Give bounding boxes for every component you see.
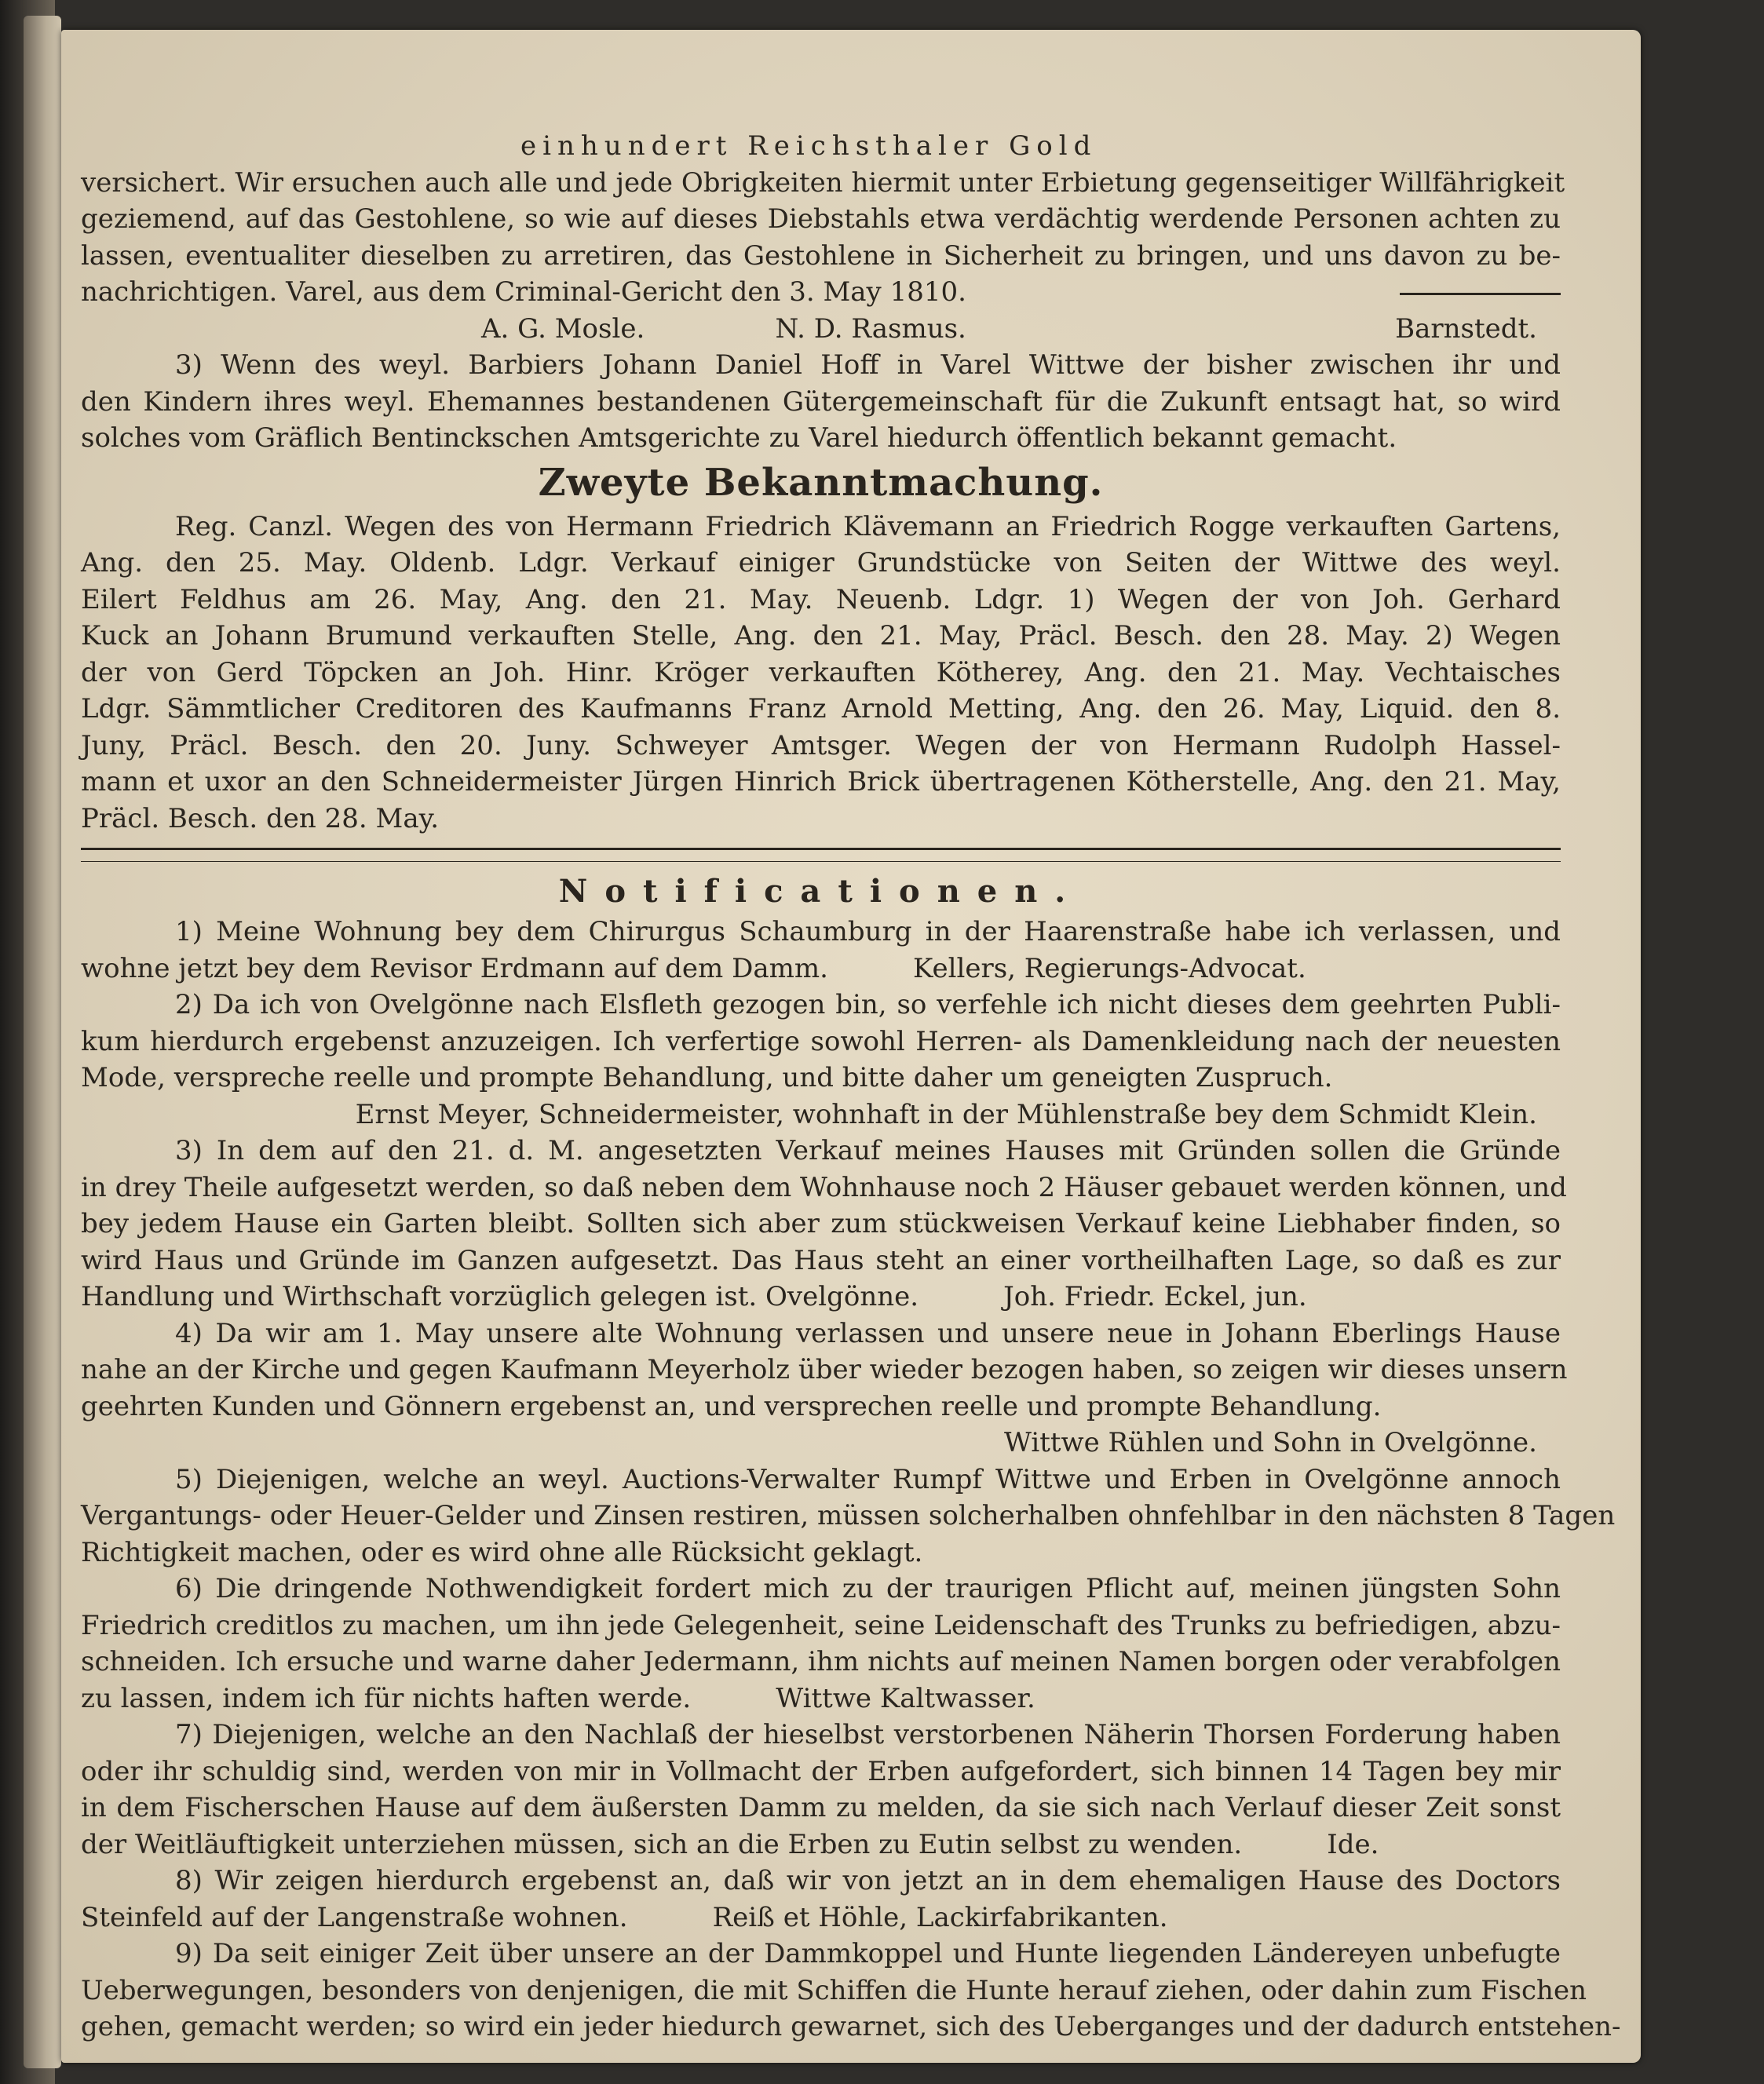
text-line: versichert. Wir ersuchen auch alle und jede Obrigkeiten hiermit unter Erbietung gegenseitiger Willfährigkeit xyxy=(81,166,1565,199)
notification-line: zu lassen, indem ich für nichts haften werde. Wittwe Kaltwasser. xyxy=(81,1682,1035,1714)
section-heading-second: Zweyte Bekanntmachung. xyxy=(538,460,1104,505)
text-line: Eilert Feldhus am 26. May, Ang. den 21. May. Neuenb. Ldgr. 1) Wegen der von Joh. Gerhard xyxy=(81,583,1561,615)
notification-line: Wittwe Rühlen und Sohn in Ovelgönne. xyxy=(1003,1427,1537,1458)
notification-line: kum hierdurch ergebenst anzuzeigen. Ich verfertige sowohl Herren- als Damenkleidung nach der neuesten xyxy=(81,1025,1561,1057)
notification-line: 7) Diejenigen, welche an den Nachlaß der hieselbst verstorbenen Näherin Thorsen Forderung haben xyxy=(175,1719,1561,1750)
notification-line: 3) In dem auf den 21. d. M. angesetzten Verkauf meines Hauses mit Gründen sollen die Gründe xyxy=(175,1135,1561,1166)
notification-line: der Weitläuftigkeit unterziehen müssen, sich an die Erben zu Eutin selbst zu wenden. Ide. xyxy=(81,1828,1379,1860)
notification-line: schneiden. Ich ersuche und warne daher Jedermann, ihm nichts auf meinen Namen borgen oder verabfolgen xyxy=(81,1646,1561,1677)
notification-line: 8) Wir zeigen hierdurch ergebenst an, daß wir von jetzt an in dem ehemaligen Hause des Doctors xyxy=(175,1865,1561,1896)
text-line: den Kindern ihres weyl. Ehemannes bestandenen Gütergemeinschaft für die Zukunft entsagt hat, so wird xyxy=(81,385,1561,418)
text-line: der von Gerd Töpcken an Joh. Hinr. Kröger verkauften Kötherey, Ang. den 21. May. Vechtaisches xyxy=(81,656,1561,688)
header-line: einhundert Reichsthaler Gold xyxy=(520,130,1097,162)
notification-line: gehen, gemacht werden; so wird ein jeder hiedurch gewarnet, sich des Ueberganges und der dadurch entstehen- xyxy=(81,2011,1621,2042)
notification-line: in drey Theile aufgesetzt werden, so daß neben dem Wohnhause noch 2 Häuser gebauet werden können, und xyxy=(81,1171,1567,1203)
notification-line: nahe an der Kirche und gegen Kaufmann Meyerholz über wieder bezogen haben, so zeigen wir dieses unsern xyxy=(81,1354,1568,1385)
text-line: geziemend, auf das Gestohlene, so wie auf dieses Diebstahls etwa verdächtig werdende Personen achten zu xyxy=(81,203,1561,235)
notification-line: 6) Die dringende Nothwendigkeit fordert mich zu der traurigen Pflicht auf, meinen jüngsten Sohn xyxy=(175,1573,1561,1604)
notification-line: 1) Meine Wohnung bey dem Chirurgus Schaumburg in der Haarenstraße habe ich verlassen, und xyxy=(175,916,1561,947)
text-line: Reg. Canzl. Wegen des von Hermann Friedrich Klävemann an Friedrich Rogge verkauften Gartens, xyxy=(175,510,1561,542)
notification-line: Vergantungs- oder Heuer-Gelder und Zinsen restiren, müssen solcherhalben ohnfehlbar in den nächsten 8 Tagen xyxy=(81,1500,1616,1531)
notification-line: Ueberwegungen, besonders von denjenigen, die mit Schiffen die Hunte herauf ziehen, oder dahin zum Fischen xyxy=(81,1974,1587,2006)
text-line: Ldgr. Sämmtlicher Creditoren des Kaufmanns Franz Arnold Metting, Ang. den 26. May, Liquid. den 8. xyxy=(81,693,1561,724)
signatory: A. G. Mosle. xyxy=(481,312,645,345)
notification-line: geehrten Kunden und Gönnern ergebenst an, und versprechen reelle und prompte Behandlung. xyxy=(81,1390,1382,1422)
notification-line: in dem Fischerschen Hause auf dem äußersten Damm zu melden, da sie sich nach Verlauf dieser Zeit sonst xyxy=(81,1792,1561,1823)
notification-line: Steinfeld auf der Langenstraße wohnen. Reiß et Höhle, Lackirfabrikanten. xyxy=(81,1901,1168,1933)
notification-line: wohne jetzt bey dem Revisor Erdmann auf dem Damm. Kellers, Regierungs-Advocat. xyxy=(81,952,1306,984)
section-divider xyxy=(81,848,1561,862)
notification-line: 9) Da seit einiger Zeit über unsere an der Dammkoppel und Hunte liegenden Ländereyen unbefugte xyxy=(175,1938,1561,1969)
text-line: solches vom Gräflich Bentinckschen Amtsgerichte zu Varel hiedurch öffentlich bekannt gemacht. xyxy=(81,422,1397,454)
notification-line: oder ihr schuldig sind, werden von mir in Vollmacht der Erben aufgefordert, sich binnen 14 Tagen bey mir xyxy=(81,1755,1561,1787)
notification-line: bey jedem Hause ein Garten bleibt. Sollten sich aber zum stückweisen Verkauf keine Liebhaber finden, so xyxy=(81,1208,1561,1239)
signatory: Barnstedt. xyxy=(1395,312,1537,345)
text-line: 3) Wenn des weyl. Barbiers Johann Daniel Hoff in Varel Wittwe der bisher zwischen ihr und xyxy=(175,349,1561,381)
signatures xyxy=(81,311,1561,348)
text-line: Ang. den 25. May. Oldenb. Ldgr. Verkauf einiger Grundstücke von Seiten der Wittwe des weyl. xyxy=(81,547,1561,578)
notification-line: 5) Diejenigen, welche an weyl. Auctions-Verwalter Rumpf Wittwe und Erben in Ovelgönne annoch xyxy=(175,1463,1561,1495)
notification-line: 4) Da wir am 1. May unsere alte Wohnung verlassen und unsere neue in Johann Eberlings Hause xyxy=(175,1317,1561,1349)
notification-line: Friedrich creditlos zu machen, um ihn jede Gelegenheit, seine Leidenschaft des Trunks zu befriedigen, abzu- xyxy=(81,1609,1561,1641)
page-text xyxy=(81,128,1621,2046)
notification-line: 2) Da ich von Ovelgönne nach Elsfleth gezogen bin, so verfehle ich nicht dieses dem geehrten Publi- xyxy=(175,989,1561,1020)
notification-line: wird Haus und Gründe im Ganzen aufgesetzt. Das Haus steht an einer vortheilhaften Lage, so daß es zur xyxy=(81,1244,1561,1276)
dateline: nachrichtigen. Varel, aus dem Criminal-Gericht den 3. May 1810. xyxy=(81,274,1561,311)
newspaper-page xyxy=(61,30,1641,2063)
text-line: Präcl. Besch. den 28. May. xyxy=(81,802,440,834)
text-line: lassen, eventualiter dieselben zu arretiren, das Gestohlene in Sicherheit zu bringen, und uns davon zu be- xyxy=(81,239,1561,272)
notification-line: Ernst Meyer, Schneidermeister, wohnhaft in der Mühlenstraße bey dem Schmidt Klein. xyxy=(355,1098,1537,1130)
section-heading-notifications: Notificationen. xyxy=(558,873,1083,910)
notification-line: Handlung und Wirthschaft vorzüglich gelegen ist. Ovelgönne. Joh. Friedr. Eckel, jun. xyxy=(81,1281,1307,1312)
signatory: N. D. Rasmus. xyxy=(775,312,966,345)
previous-page-edge xyxy=(24,16,61,2068)
notification-line: Richtigkeit machen, oder es wird ohne alle Rücksicht geklagt. xyxy=(81,1536,923,1568)
notification-line: Mode, verspreche reelle und prompte Behandlung, und bitte daher um geneigten Zuspruch. xyxy=(81,1062,1333,1093)
notifications-list xyxy=(81,914,1621,2046)
text-line: mann et uxor an den Schneidermeister Jürgen Hinrich Brick übertragenen Kötherstelle, Ang. den 21. May, xyxy=(81,766,1561,797)
text-line: Kuck an Johann Brumund verkauften Stelle, Ang. den 21. May, Präcl. Besch. den 28. May. 2) Wegen xyxy=(81,620,1561,651)
text-line: Juny, Präcl. Besch. den 20. Juny. Schweyer Amtsger. Wegen der von Hermann Rudolph Hassel- xyxy=(81,729,1561,761)
